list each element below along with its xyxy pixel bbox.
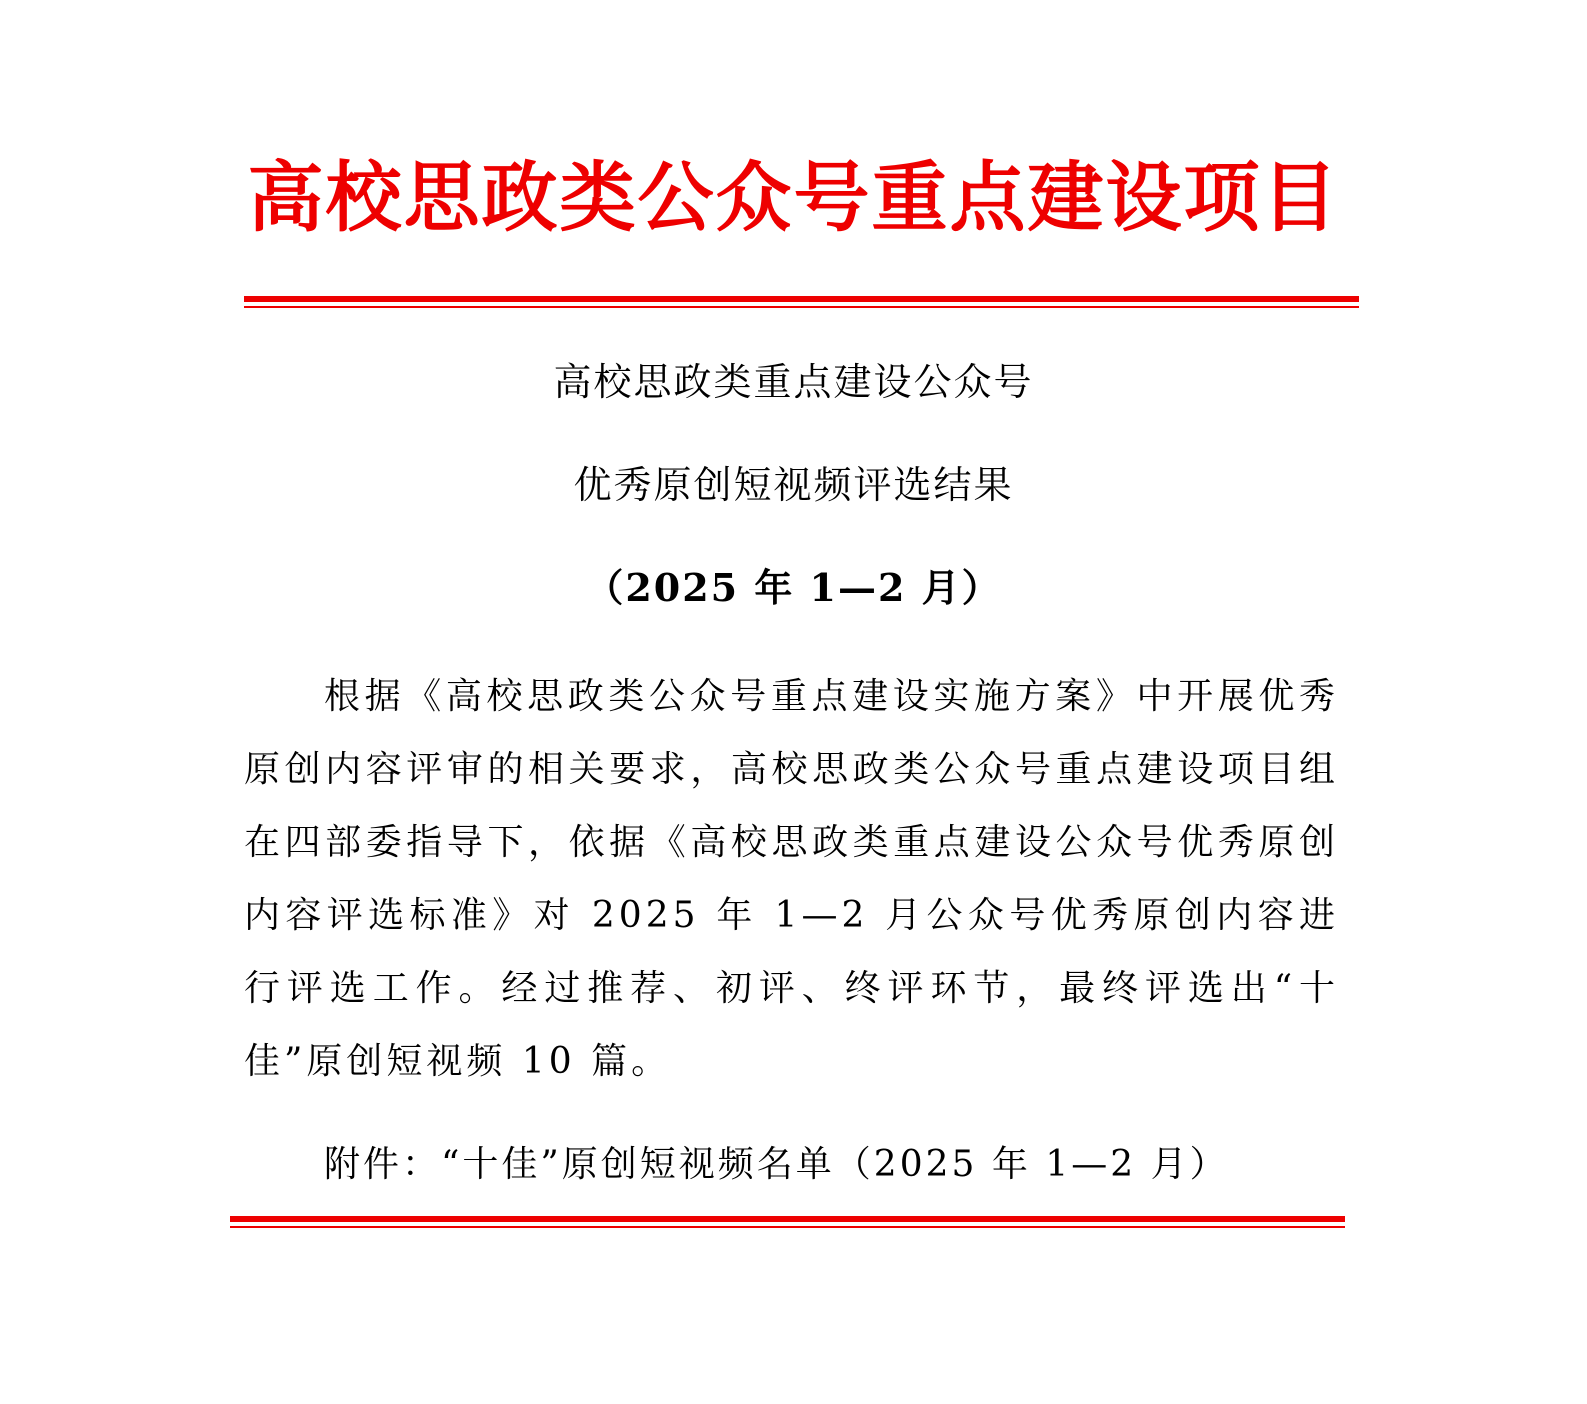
divider-thin-line	[230, 1226, 1345, 1228]
document-heading-line1: 高校思政类重点建设公众号	[553, 360, 1034, 404]
attachment-note: 附件：“十佳”原创短视频名单（2025 年 1—2 月）	[324, 1144, 1229, 1185]
document-heading-line2: 优秀原创短视频评选结果	[573, 463, 1014, 507]
divider-thick-line	[230, 1216, 1345, 1222]
divider-thin-line	[244, 306, 1359, 308]
document-body-paragraph: 根据《高校思政类公众号重点建设实施方案》中开展优秀原创内容评审的相关要求，高校思政类公众号重点建设项目组在四部委指导下，依据《高校思政类重点建设公众号优秀原创内容评选标准》对 2025 年 1—2 月公众号优秀原创内容进行评选工作。经过推荐、初评、终评环节，最终评选出“十佳”原创短视频 10 篇。	[244, 676, 1339, 1082]
masthead-divider	[244, 296, 1359, 308]
divider-thick-line	[244, 296, 1359, 302]
document-heading-date: （2025 年 1—2 月）	[585, 565, 1002, 610]
masthead-title: 高校思政类公众号重点建设项目	[247, 153, 1340, 242]
footer-divider	[230, 1216, 1345, 1228]
